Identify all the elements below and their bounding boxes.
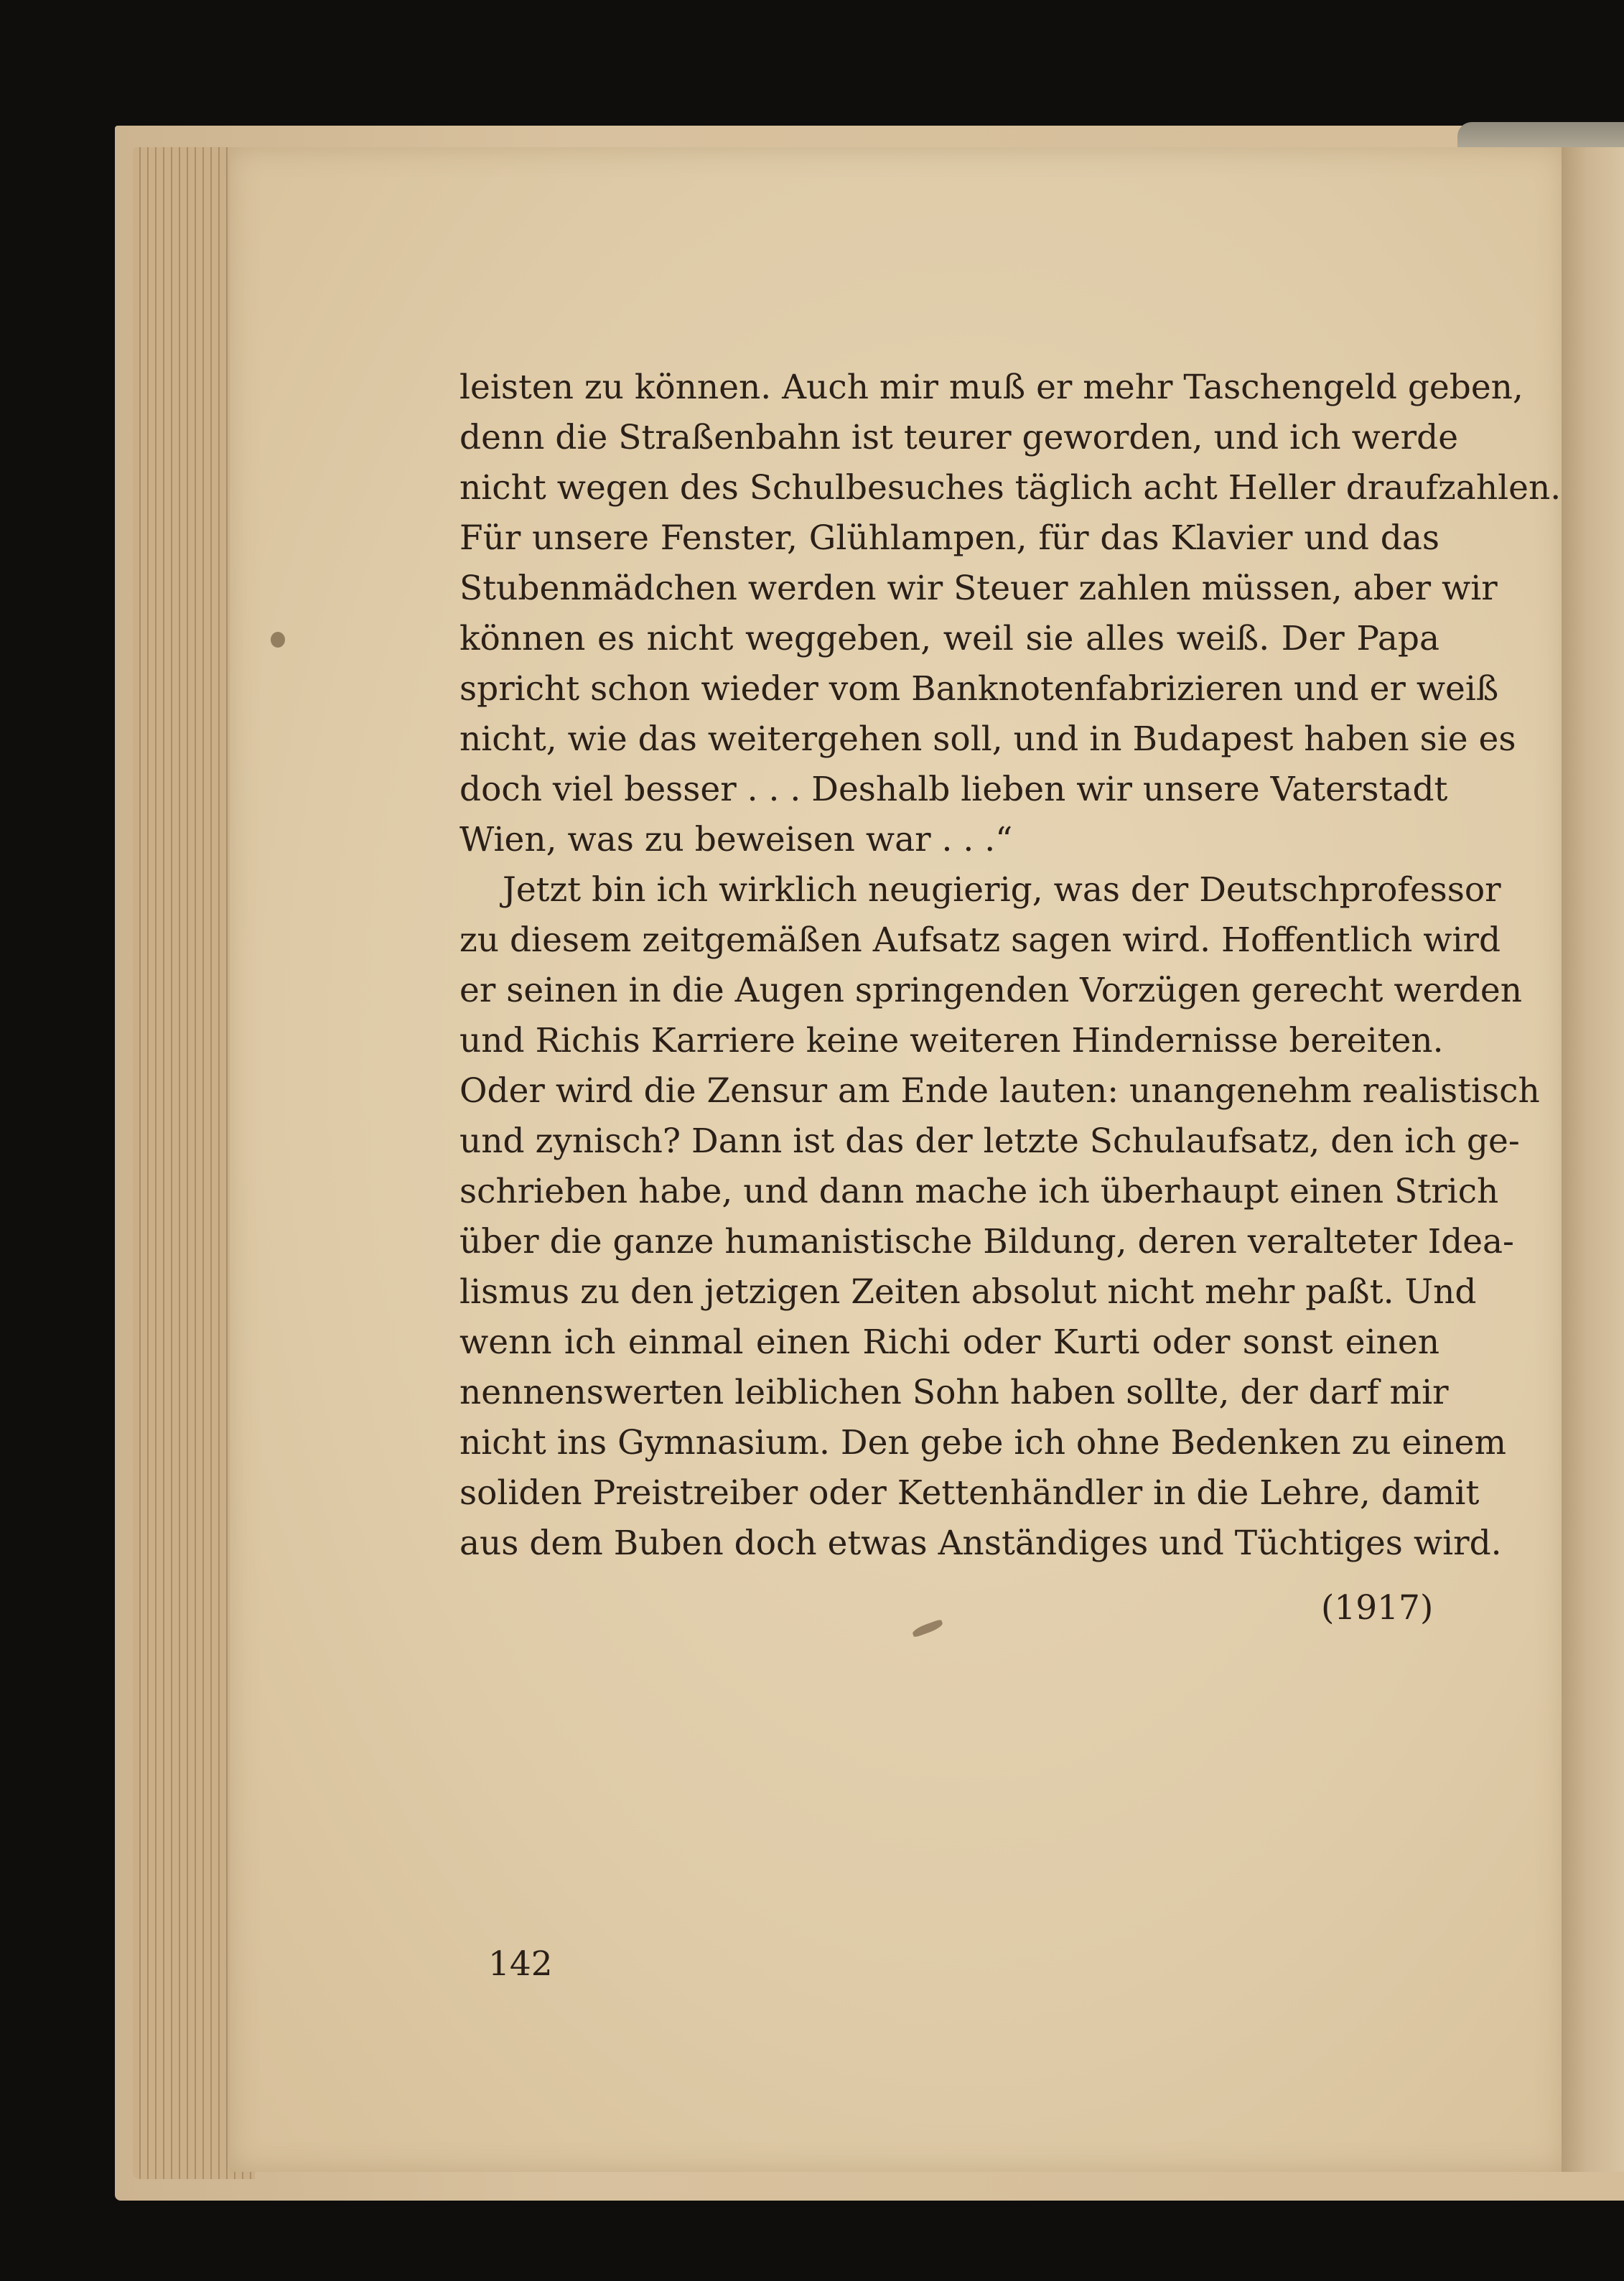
text-line: Stubenmädchen werden wir Steuer zahlen müssen, aber wir bbox=[459, 569, 1498, 608]
text-line: nicht ins Gymnasium. Den gebe ich ohne Bedenken zu einem bbox=[459, 1423, 1507, 1463]
text-line: Oder wird die Zensur am Ende lauten: unangenehm realistisch bbox=[459, 1071, 1540, 1111]
text-line: denn die Straßenbahn ist teurer geworden, und ich werde bbox=[459, 418, 1459, 457]
text-line: Für unsere Fenster, Glühlampen, für das Klavier und das bbox=[459, 518, 1439, 558]
text-line: schrieben habe, und dann mache ich überhaupt einen Strich bbox=[459, 1172, 1499, 1211]
text-line: Wien, was zu beweisen war . . .“ bbox=[459, 820, 1013, 859]
text-line: er seinen in die Augen springenden Vorzügen gerecht werden bbox=[459, 971, 1522, 1010]
text-line: nennenswerten leiblichen Sohn haben sollte, der darf mir bbox=[459, 1373, 1449, 1412]
text-line: wenn ich einmal einen Richi oder Kurti oder sonst einen bbox=[459, 1323, 1439, 1362]
text-line: und Richis Karriere keine weiteren Hindernisse bereiten. bbox=[459, 1021, 1444, 1060]
page-gutter bbox=[1562, 147, 1624, 2172]
page-number: 142 bbox=[488, 1944, 553, 1984]
text-line: nicht wegen des Schulbesuches täglich acht Heller draufzahlen. bbox=[459, 468, 1562, 508]
text-line: können es nicht weggeben, weil sie alles weiß. Der Papa bbox=[459, 619, 1439, 658]
text-line: leisten zu können. Auch mir muß er mehr Taschengeld geben, bbox=[459, 368, 1523, 407]
ink-spot bbox=[271, 632, 285, 648]
text-line: aus dem Buben doch etwas Anständiges und Tüchtiges wird. bbox=[459, 1524, 1502, 1563]
text-line: nicht, wie das weitergehen soll, und in Budapest haben sie es bbox=[459, 719, 1516, 759]
body-text bbox=[459, 363, 1562, 1569]
text-line: über die ganze humanistische Bildung, deren veralteter Idea- bbox=[459, 1222, 1514, 1261]
text-line: lismus zu den jetzigen Zeiten absolut nicht mehr paßt. Und bbox=[459, 1272, 1477, 1312]
text-line: zu diesem zeitgemäßen Aufsatz sagen wird. Hoffentlich wird bbox=[459, 920, 1501, 960]
text-line: soliden Preistreiber oder Kettenhändler in die Lehre, damit bbox=[459, 1473, 1480, 1513]
text-line: doch viel besser . . . Deshalb lieben wir unsere Vaterstadt bbox=[459, 770, 1448, 809]
text-line: und zynisch? Dann ist das der letzte Schulaufsatz, den ich ge- bbox=[459, 1121, 1520, 1161]
year-note: (1917) bbox=[1321, 1588, 1434, 1628]
text-line: spricht schon wieder vom Banknotenfabrizieren und er weiß bbox=[459, 669, 1499, 709]
text-line: Jetzt bin ich wirklich neugierig, was der Deutschprofessor bbox=[503, 870, 1501, 910]
